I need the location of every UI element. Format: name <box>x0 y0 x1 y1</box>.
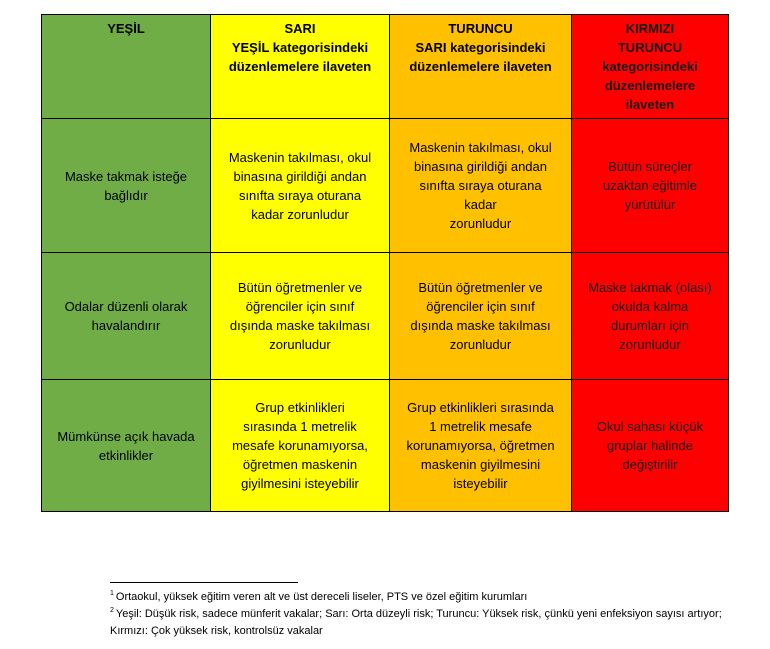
risk-category-table <box>41 14 729 512</box>
cell-orange: Bütün öğretmenler ve öğrenciler için sınıf dışında maske takılması zorunludur <box>390 253 572 380</box>
header-green: YEŞİL <box>42 15 211 119</box>
cell-red: Bütün süreçler uzaktan eğitimle yürütülür <box>572 119 729 253</box>
cell-green: Mümkünse açık havada etkinlikler <box>42 380 211 512</box>
table-row <box>42 253 729 380</box>
table-row <box>42 119 729 253</box>
header-red: KIRMIZI TURUNCU kategorisindeki düzenlemelere ilaveten <box>572 15 729 119</box>
header-orange: TURUNCU SARI kategorisindeki düzenlemelere ilaveten <box>390 15 572 119</box>
footnote-mark: 2 <box>110 607 114 614</box>
footnote-2 <box>110 606 730 640</box>
footnote-mark: 1 <box>110 590 114 597</box>
cell-green: Odalar düzenli olarak havalandırır <box>42 253 211 380</box>
cell-yellow: Maskenin takılması, okul binasına girildiği andan sınıfta sıraya oturana kadar zorunludur <box>211 119 390 253</box>
footnotes <box>110 589 730 640</box>
footnote-text: Yeşil: Düşük risk, sadece münferit vakalar; Sarı: Orta düzeyli risk; Turuncu: Yüksek risk, çünkü yeni enfeksiyon sayısı artıyor; Kırmızı: Çok yüksek risk, kontrolsüz vakalar <box>110 608 722 637</box>
cell-orange: Maskenin takılması, okul binasına girildiği andan sınıfta sıraya oturana kadar zorunludur <box>390 119 572 253</box>
cell-yellow: Grup etkinlikleri sırasında 1 metrelik mesafe korunamıyorsa, öğretmen maskenin giyilmesini isteyebilir <box>211 380 390 512</box>
table-row <box>42 380 729 512</box>
cell-red: Maske takmak (olası) okulda kalma durumları için zorunludur <box>572 253 729 380</box>
cell-yellow: Bütün öğretmenler ve öğrenciler için sınıf dışında maske takılması zorunludur <box>211 253 390 380</box>
cell-green: Maske takmak isteğe bağlıdır <box>42 119 211 253</box>
footnote-1 <box>110 589 730 606</box>
footnote-text: Ortaokul, yüksek eğitim veren alt ve üst dereceli liseler, PTS ve özel eğitim kurumları <box>115 591 528 603</box>
footnote-divider <box>110 582 298 583</box>
cell-orange: Grup etkinlikleri sırasında 1 metrelik mesafe korunamıyorsa, öğretmen maskenin giyilmesini isteyebilir <box>390 380 572 512</box>
header-yellow: SARI YEŞİL kategorisindeki düzenlemelere ilaveten <box>211 15 390 119</box>
cell-red: Okul sahası küçük gruplar halinde değiştirilir <box>572 380 729 512</box>
